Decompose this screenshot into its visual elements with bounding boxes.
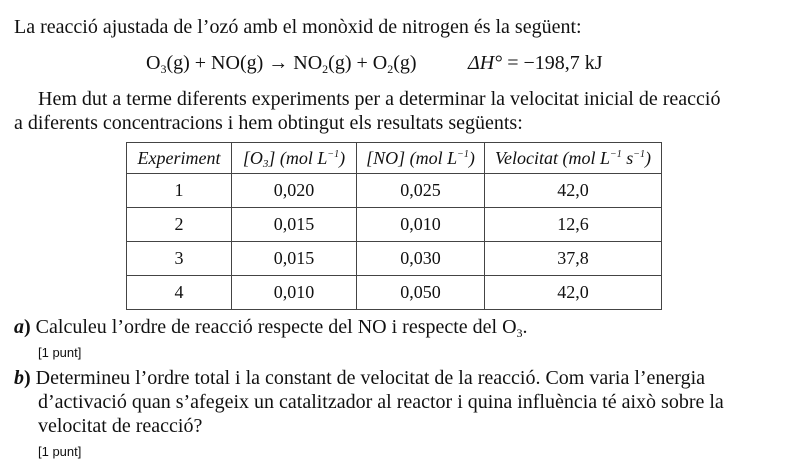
header-no <box>357 143 485 174</box>
question-b-line1: Determineu l’ordre total i la constant de velocitat de la reacció. Com varia l’energia <box>35 367 706 389</box>
table-row <box>127 242 662 276</box>
cell-no: 0,030 <box>357 242 485 276</box>
header-no-exp: −1 <box>457 148 469 160</box>
cell-o3: 0,010 <box>232 276 357 310</box>
eq-o2-state: (g) <box>393 52 417 74</box>
header-vel-mid: s <box>621 147 634 168</box>
cell-velocity: 42,0 <box>485 276 662 310</box>
enthalpy <box>468 52 603 75</box>
cell-o3: 0,015 <box>232 242 357 276</box>
cell-experiment: 2 <box>127 208 232 242</box>
header-o3 <box>232 143 357 174</box>
header-velocity <box>485 143 662 174</box>
header-no-end: ) <box>468 147 475 168</box>
table-header-row <box>127 143 662 174</box>
cell-velocity: 37,8 <box>485 242 662 276</box>
eq-middle: (g) + NO(g) → NO <box>166 52 323 74</box>
enthalpy-label: ΔH° <box>468 52 503 74</box>
paragraph-line1: Hem dut a terme diferents experiments per a determinar la velocitat inicial de reacció <box>38 88 721 110</box>
enthalpy-value: = −198,7 kJ <box>502 52 603 74</box>
paragraph-line2: a diferents concentracions i hem obtingut els resultats següents: <box>14 112 523 134</box>
header-o3-sub: 3 <box>262 157 269 170</box>
cell-velocity: 42,0 <box>485 174 662 208</box>
question-a: a) Calculeu l’ordre de reacció respecte del NO i respecte del $O_3$. <box>14 316 528 340</box>
cell-experiment: 1 <box>127 174 232 208</box>
eq-o3-sub: 3 <box>160 62 167 76</box>
table-row <box>127 276 662 310</box>
cell-o3: 0,020 <box>232 174 357 208</box>
eq-no2-sub: 2 <box>322 62 329 76</box>
cell-no: 0,010 <box>357 208 485 242</box>
question-b-points: [1 punt] <box>38 444 82 459</box>
cell-experiment: 3 <box>127 242 232 276</box>
cell-velocity: 12,6 <box>485 208 662 242</box>
header-experiment: Experiment <box>127 143 232 174</box>
header-vel-exp2: −1 <box>633 148 645 160</box>
question-b: b) Determineu l’ordre total i la constant de velocitat de la reacció. Com varia l’energia <box>14 367 706 389</box>
question-b-label: b <box>14 367 24 389</box>
header-o3-end: ) <box>339 147 346 168</box>
reaction-equation <box>146 52 417 75</box>
cell-o3: 0,015 <box>232 208 357 242</box>
question-a-label: a <box>14 316 24 338</box>
header-o3-pre: [O <box>242 147 263 168</box>
question-b-line3: velocitat de reacció? <box>38 415 203 437</box>
question-a-end: . <box>522 316 528 338</box>
cell-no: 0,025 <box>357 174 485 208</box>
header-no-pre: [NO] (mol L <box>366 147 458 168</box>
question-a-text: Calculeu l’ordre de reacció respecte del NO i respecte del O <box>35 316 517 338</box>
cell-experiment: 4 <box>127 276 232 310</box>
eq-o3: O <box>146 52 161 74</box>
eq-o2: (g) + O <box>328 52 388 74</box>
results-table <box>126 142 662 310</box>
question-b-line2: d’activació quan s’afegeix un catalitzador al reactor i quina influència té això sobre la <box>38 391 724 413</box>
header-o3-exp: −1 <box>327 148 340 160</box>
header-vel-pre: Velocitat (mol L <box>494 147 610 168</box>
intro-text: La reacció ajustada de l’ozó amb el monòxid de nitrogen és la següent: <box>14 16 582 38</box>
header-vel-exp1: −1 <box>609 148 622 160</box>
table-row <box>127 174 662 208</box>
question-a-points: [1 punt] <box>38 345 82 360</box>
header-vel-end: ) <box>645 147 651 168</box>
eq-o2-sub: 2 <box>387 62 394 76</box>
question-a-sub: 3 <box>516 326 523 340</box>
table-row <box>127 208 662 242</box>
cell-no: 0,050 <box>357 276 485 310</box>
header-o3-post: ] (mol L <box>268 147 328 168</box>
